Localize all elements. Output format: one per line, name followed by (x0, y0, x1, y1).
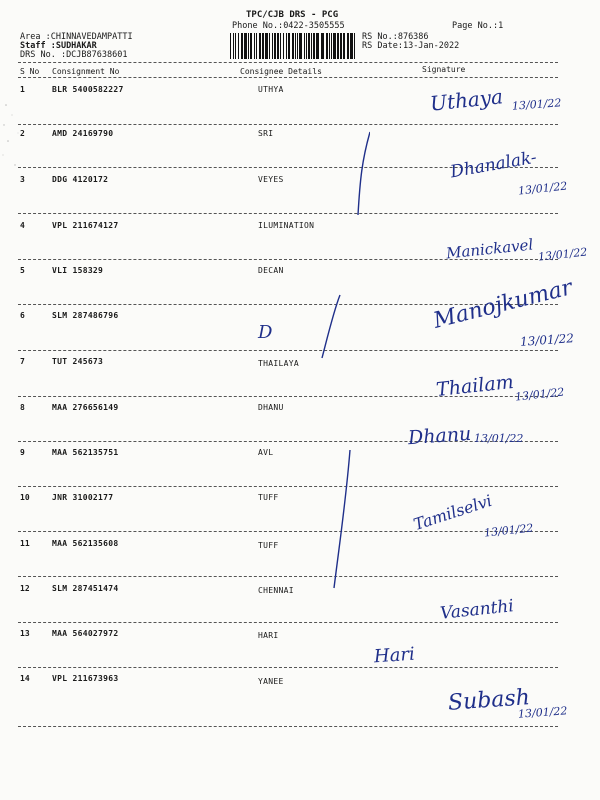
row-consignee: THAILAYA (258, 359, 299, 368)
row-consignee: DHANU (258, 403, 284, 412)
drs-line (20, 50, 127, 60)
row-consignee: CHENNAI (258, 586, 294, 595)
signature-row-13: Hari (373, 643, 416, 668)
rs-no-label: RS No.: (362, 32, 398, 42)
ink-bracket-strokes (300, 120, 370, 600)
rs-no-value: 876386 (397, 32, 429, 42)
row-divider (18, 213, 558, 214)
row-consignment: SLM 287451474 (52, 584, 119, 593)
row-divider (18, 576, 558, 577)
signature-date-row-4: 13/01/22 (537, 245, 588, 264)
row-consignee: HARI (258, 631, 279, 640)
header-divider-top (18, 62, 558, 63)
signature-date-row-7: 13/01/22 (514, 385, 565, 404)
row-sno: 6 (20, 311, 25, 320)
header-divider-bottom (18, 77, 558, 78)
signature-row-14: Subash (447, 685, 531, 716)
signature-date-row-8: 13/01/22 (474, 432, 524, 445)
column-signature: Signature (422, 65, 466, 74)
column-consignee: Consignee Details (240, 67, 322, 76)
signature-date-row-3: 13/01/22 (517, 179, 568, 198)
row-consignment: DDG 4120172 (52, 175, 109, 184)
signature-row-3: Dhanalak- (448, 147, 539, 183)
row-sno: 12 (20, 584, 30, 593)
row-consignment: VPL 211674127 (52, 221, 119, 230)
drs-value: DCJB87638601 (66, 50, 128, 60)
staff-label: Staff : (20, 41, 56, 51)
row-divider (18, 124, 558, 125)
row-sno: 11 (20, 539, 30, 548)
area-value: CHINNAVEDAMPATTI (50, 32, 133, 42)
rs-date-value: 13-Jan-2022 (402, 41, 460, 51)
signature-row-6: Manojkumar (431, 275, 575, 334)
row-divider (18, 667, 558, 668)
row-divider (18, 350, 558, 351)
row-consignment: AMD 24169790 (52, 129, 114, 138)
row-sno: 3 (20, 175, 25, 184)
row-consignment: SLM 287486796 (52, 311, 119, 320)
row-divider (18, 531, 558, 532)
row-consignment: MAA 562135751 (52, 448, 119, 457)
row-consignee: AVL (258, 448, 274, 457)
row-sno: 8 (20, 403, 25, 412)
staff-value: SUDHAKAR (55, 41, 97, 51)
row-consignment: MAA 562135608 (52, 539, 119, 548)
row-sno: 9 (20, 448, 25, 457)
row-consignee: SRI (258, 129, 274, 138)
document-title: TPC/CJB DRS - PCG (246, 10, 339, 20)
signature-date-row-1: 13/01/22 (511, 96, 562, 113)
row-sno: 1 (20, 85, 25, 94)
row-consignment: TUT 245673 (52, 357, 104, 366)
row-sno: 4 (20, 221, 25, 230)
barcode-icon (230, 33, 355, 59)
phone-number: 0422-3505555 (283, 21, 345, 31)
phone-line (232, 21, 345, 31)
row-consignee: VEYES (258, 175, 284, 184)
mark-row-6: D (258, 322, 273, 343)
signature-row-8: Dhanu (407, 422, 472, 450)
signature-date-row-10: 13/01/22 (483, 521, 534, 540)
row-consignee: DECAN (258, 266, 284, 275)
column-sno: S No (20, 67, 40, 76)
rs-date-label: RS Date: (362, 41, 403, 51)
row-sno: 13 (20, 629, 30, 638)
column-consignment: Consignment No (52, 67, 120, 76)
row-consignment: BLR 5400582227 (52, 85, 124, 94)
row-consignment: MAA 564027972 (52, 629, 119, 638)
row-sno: 7 (20, 357, 25, 366)
row-sno: 5 (20, 266, 25, 275)
row-consignment: VPL 211673963 (52, 674, 119, 683)
row-sno: 10 (20, 493, 30, 502)
row-divider (18, 486, 558, 487)
row-consignee: ILUMINATION (258, 221, 315, 230)
row-consignment: MAA 276656149 (52, 403, 119, 412)
rs-date-line (362, 41, 459, 51)
area-label: Area : (20, 32, 51, 42)
phone-label: Phone No.: (232, 21, 284, 31)
row-divider (18, 622, 558, 623)
row-consignee: TUFF (258, 541, 279, 550)
row-consignee: TUFF (258, 493, 279, 502)
row-consignee: UTHYA (258, 85, 284, 94)
row-sno: 2 (20, 129, 25, 138)
signature-row-4: Manickavel (445, 235, 535, 263)
signature-row-10: Tamilselvi (411, 490, 495, 535)
row-divider (18, 726, 558, 727)
page-label: Page No.: (452, 21, 499, 31)
row-consignment: JNR 31002177 (52, 493, 114, 502)
signature-date-row-14: 13/01/22 (517, 704, 568, 721)
page-number: 1 (498, 21, 504, 31)
row-consignee: YANEE (258, 677, 284, 686)
signature-row-7: Thailam (435, 370, 515, 402)
page-number-line (452, 21, 503, 31)
row-sno: 14 (20, 674, 30, 683)
row-consignment: VLI 158329 (52, 266, 104, 275)
scan-speckle (0, 95, 40, 175)
signature-row-1: Uthaya (428, 84, 504, 116)
drs-label: DRS No. : (20, 50, 67, 60)
signature-date-row-6: 13/01/22 (519, 331, 575, 349)
signature-row-12: Vasanthi (439, 596, 515, 624)
